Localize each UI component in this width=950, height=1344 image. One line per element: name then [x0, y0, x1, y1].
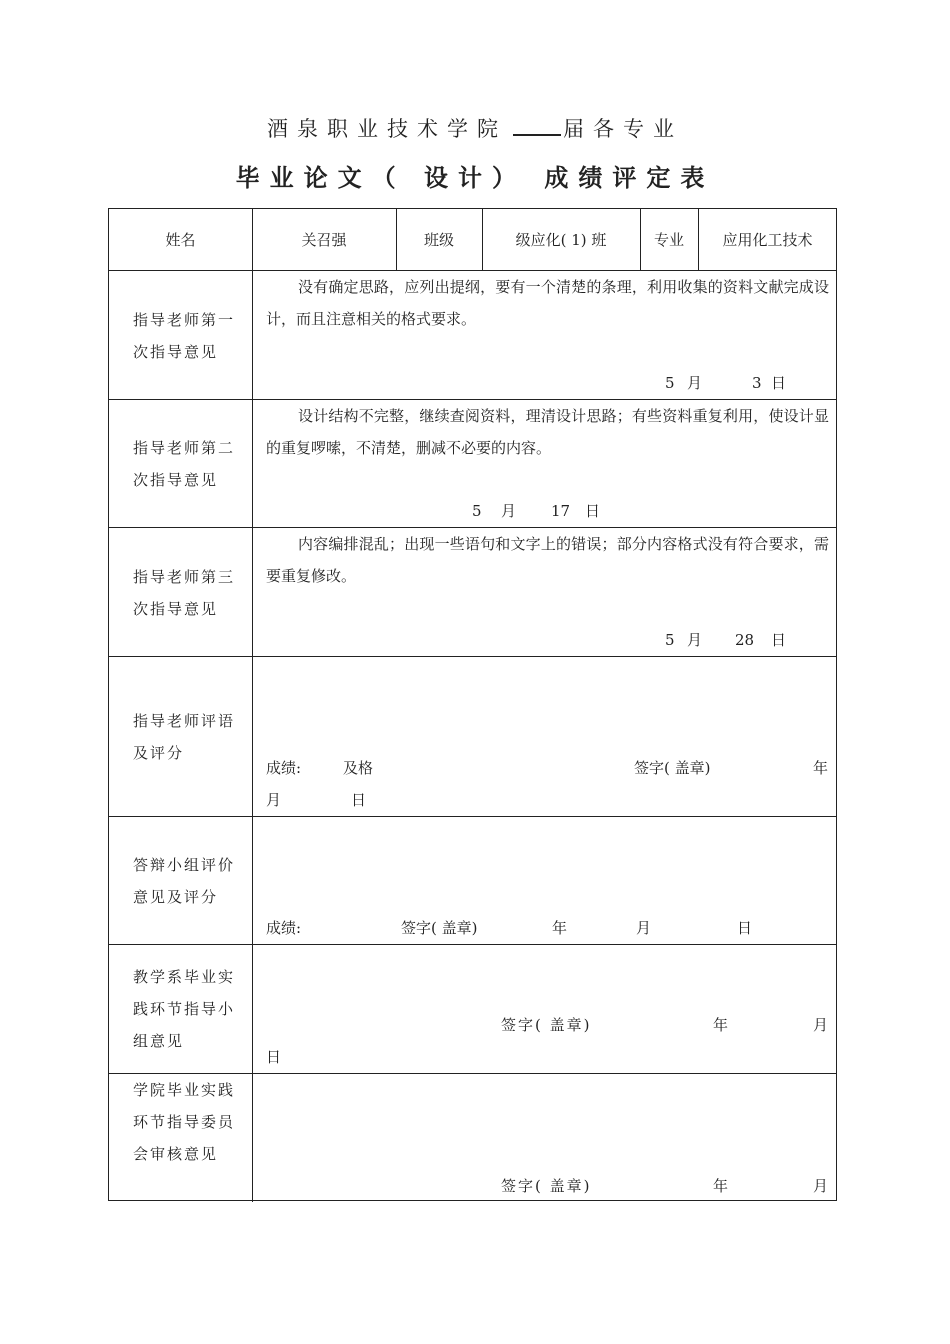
- teacher-comment-label-line1: 指导老师评语: [133, 712, 236, 730]
- column-divider: [252, 209, 253, 1202]
- guidance-3-label-line2: 次指导意见: [133, 600, 219, 618]
- major-label: 专业: [653, 231, 684, 249]
- class-value: 级应化( 1) 班: [515, 231, 607, 249]
- guidance-2-month: 5: [472, 502, 482, 520]
- guidance-3-day: 28: [735, 631, 755, 649]
- college-year: 年: [713, 1177, 729, 1195]
- guidance-2-label-line1: 指导老师第二: [133, 439, 236, 457]
- teacher-score-value: 及格: [343, 759, 374, 777]
- major-value: 应用化工技术: [722, 231, 813, 249]
- guidance-2-text: 设计结构不完整，继续查阅资料，理清设计思路；有些资料重复利用，使设计显的重复啰嗦，不清楚，删减不必要的内容。: [266, 407, 829, 457]
- guidance-1-label-line1: 指导老师第一: [133, 311, 236, 329]
- guidance-3-day-unit: 日: [771, 631, 787, 649]
- department-month: 月: [813, 1016, 829, 1034]
- name-label: 姓名: [165, 231, 196, 249]
- defense-year: 年: [552, 919, 568, 937]
- name-value: 关召强: [301, 231, 347, 249]
- form-title-line1: [0, 113, 950, 143]
- college-label-line3: 会审核意见: [133, 1145, 219, 1163]
- guidance-2-day: 17: [551, 502, 571, 520]
- defense-month: 月: [636, 919, 652, 937]
- defense-sign-label: 签字( 盖章): [401, 919, 478, 937]
- defense-day: 日: [737, 919, 753, 937]
- graduating-class-text: 届各专业: [563, 117, 683, 141]
- form-title-line2: 毕业论文（ 设计） 成绩评定表: [235, 163, 715, 192]
- defense-label-line2: 意见及评分: [133, 888, 219, 906]
- department-year: 年: [713, 1016, 729, 1034]
- row-divider: [109, 816, 836, 817]
- department-label-line3: 组意见: [133, 1032, 185, 1050]
- guidance-1-text: 没有确定思路，应列出提纲，要有一个清楚的条理，利用收集的资料文献完成设计，而且注意相关的格式要求。: [266, 278, 829, 328]
- department-label-line2: 践环节指导小: [133, 1000, 236, 1018]
- defense-label-line1: 答辩小组评价: [133, 856, 236, 874]
- guidance-1-day: 3: [752, 374, 762, 392]
- college-month: 月: [813, 1177, 829, 1195]
- college-sign-label: 签字( 盖章): [501, 1177, 592, 1195]
- defense-score-label: 成绩:: [266, 919, 302, 937]
- teacher-month: 月: [266, 791, 282, 809]
- guidance-2-label-line2: 次指导意见: [133, 471, 219, 489]
- guidance-3-label-line1: 指导老师第三: [133, 568, 236, 586]
- guidance-1-month: 5: [665, 374, 675, 392]
- guidance-2-month-unit: 月: [501, 502, 517, 520]
- school-name: 酒泉职业技术学院: [267, 117, 507, 141]
- row-divider: [109, 944, 836, 945]
- college-label-line1: 学院毕业实践: [133, 1081, 236, 1099]
- teacher-score-label: 成绩:: [266, 759, 302, 777]
- guidance-3-month-unit: 月: [687, 631, 703, 649]
- guidance-1-label-line2: 次指导意见: [133, 343, 219, 361]
- teacher-year: 年: [813, 759, 829, 777]
- teacher-sign-label: 签字( 盖章): [634, 759, 711, 777]
- teacher-day: 日: [351, 791, 367, 809]
- teacher-comment-label-line2: 及评分: [133, 744, 185, 762]
- department-label-line1: 教学系毕业实: [133, 968, 236, 986]
- evaluation-form-table: [108, 208, 837, 1201]
- college-label-line2: 环节指导委员: [133, 1113, 236, 1131]
- department-sign-label: 签字( 盖章): [501, 1016, 592, 1034]
- guidance-1-day-unit: 日: [771, 374, 787, 392]
- year-blank: [513, 116, 561, 136]
- guidance-2-day-unit: 日: [585, 502, 601, 520]
- guidance-3-month: 5: [665, 631, 675, 649]
- guidance-3-text: 内容编排混乱；出现一些语句和文字上的错误；部分内容格式没有符合要求，需要重复修改。: [266, 535, 829, 585]
- department-day: 日: [266, 1048, 282, 1066]
- row-divider: [109, 656, 836, 657]
- guidance-1-month-unit: 月: [687, 374, 703, 392]
- class-label: 班级: [423, 231, 454, 249]
